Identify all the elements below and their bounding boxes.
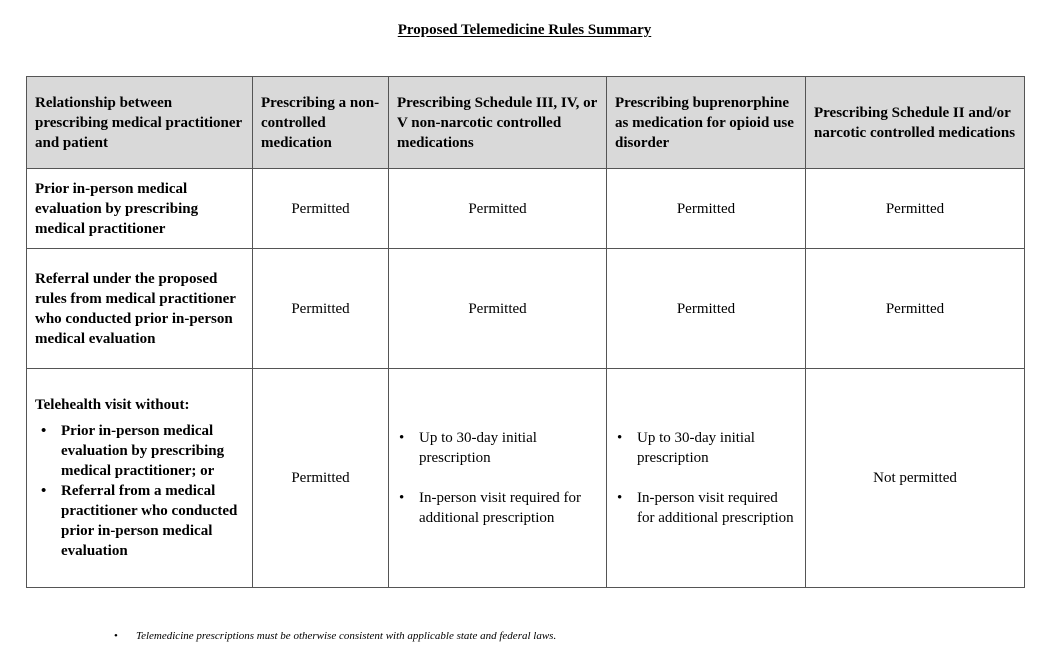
list-item: • Referral from a medical practitioner who conducted prior in-person medical evaluation [35, 481, 244, 561]
footnote-bullet: • [114, 630, 118, 642]
table-cell [389, 369, 607, 588]
table-cell: Permitted [607, 169, 806, 249]
row-label: Referral under the proposed rules from medical practitioner who conducted prior in-person medical evaluation [27, 249, 253, 369]
telehealth-conditions-list [35, 421, 244, 561]
table-cell: Permitted [389, 169, 607, 249]
table-cell: Permitted [389, 249, 607, 369]
table-cell: Not permitted [806, 369, 1025, 588]
header-non-controlled: Prescribing a non-controlled medication [253, 77, 389, 169]
telehealth-title: Telehealth visit without: [35, 397, 190, 413]
list-item: • Up to 30-day initial prescription [393, 428, 598, 468]
table-cell: Permitted [253, 169, 389, 249]
schedule-3-5-list [393, 428, 598, 528]
header-schedule-3-5: Prescribing Schedule III, IV, or V non-narcotic controlled medications [389, 77, 607, 169]
footnote [114, 630, 556, 642]
row-label: Prior in-person medical evaluation by prescribing medical practitioner [27, 169, 253, 249]
telehealth-row-label [27, 369, 253, 588]
list-item: • In-person visit required for additional prescription [393, 488, 598, 528]
header-row [27, 77, 1025, 169]
table-cell [607, 369, 806, 588]
buprenorphine-list [611, 428, 797, 528]
list-item: • Up to 30-day initial prescription [611, 428, 797, 468]
rules-table [26, 76, 1025, 588]
table-row [27, 169, 1025, 249]
header-buprenorphine: Prescribing buprenorphine as medication for opioid use disorder [607, 77, 806, 169]
table-cell: Permitted [806, 169, 1025, 249]
list-item: • Prior in-person medical evaluation by prescribing medical practitioner; or [35, 421, 244, 481]
table-row [27, 369, 1025, 588]
table-row [27, 249, 1025, 369]
header-relationship: Relationship between prescribing medical practitioner and patient [27, 77, 253, 169]
table-cell: Permitted [253, 369, 389, 588]
list-item: • In-person visit required for additional prescription [611, 488, 797, 528]
footnote-text: Telemedicine prescriptions must be otherwise consistent with applicable state and federal laws. [136, 630, 557, 642]
table-cell: Permitted [253, 249, 389, 369]
table-cell: Permitted [806, 249, 1025, 369]
table-cell: Permitted [607, 249, 806, 369]
page-title: Proposed Telemedicine Rules Summary [397, 22, 652, 38]
header-schedule-2: Prescribing Schedule II and/or narcotic controlled medications [806, 77, 1025, 169]
